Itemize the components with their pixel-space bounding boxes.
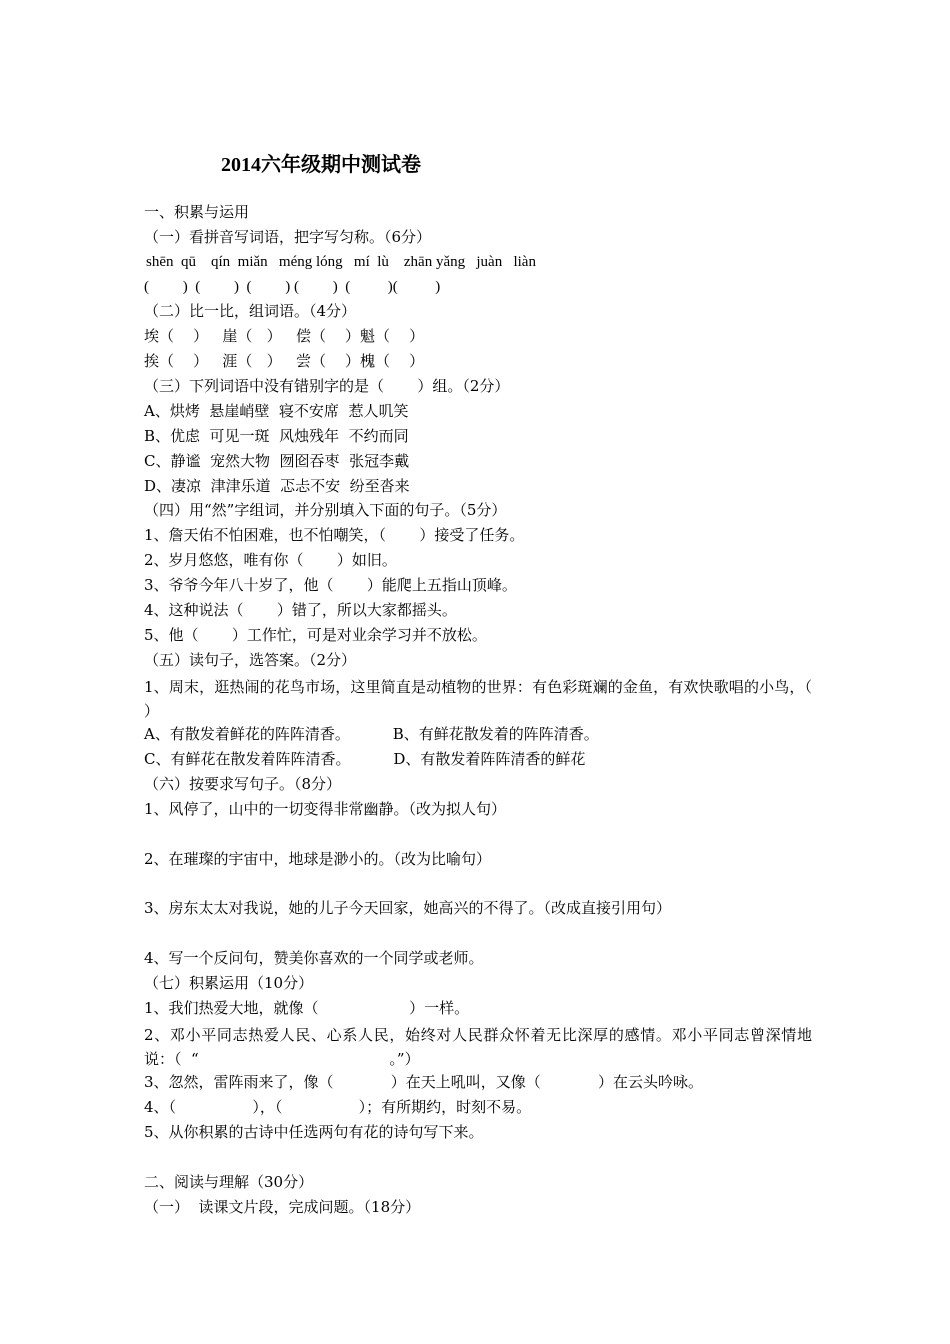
q6-heading: （六）按要求写句子。（8分） [144,775,342,793]
section-1-heading: 一、积累与运用 [144,203,250,221]
q1-blanks: ( ) ( ) ( ) ( ) ( )( ) [144,279,441,295]
q6-item-2: 2、在璀璨的宇宙中，地球是渺小的。（改为比喻句） [144,850,492,868]
reading-q1-heading: （一） 读课文片段，完成问题。（18分） [144,1198,421,1216]
q5-options-ab: A、有散发着鲜花的阵阵清香。 B、有鲜花散发着的阵阵清香。 [144,725,599,743]
q6-item-3: 3、房东太太对我说，她的儿子今天回家，她高兴的不得了。（改成直接引用句） [144,899,672,917]
q1-pinyin: shēn qū qín miǎn méng lóng mí lù zhān yǎng juàn liàn [146,254,536,270]
q4-item-5: 5、他（ ）工作忙，可是对业余学习并不放松。 [144,626,487,644]
page-title: 2014六年级期中测试卷 [221,154,421,176]
q5-options-cd: C、有鲜花在散发着阵阵清香。 D、有散发着阵阵清香的鲜花 [144,750,586,768]
q6-item-4: 4、写一个反问句，赞美你喜欢的一个同学或老师。 [144,949,484,967]
q5-heading: （五）读句子，选答案。（2分） [144,651,357,669]
q4-item-3: 3、爷爷今年八十岁了，他（ ）能爬上五指山顶峰。 [144,576,517,594]
q2-row-1: 埃（ ） 崖（ ） 偿（ ）魁（ ） [144,327,425,345]
q7-item-4: 4、（ ），（ ）；有所期约，时刻不易。 [144,1098,532,1116]
q7-heading: （七）积累运用（10分） [144,974,314,992]
q3-option-b: B、优虑 可见一斑 风烛残年 不约而同 [144,427,409,445]
q7-item-3: 3、忽然，雷阵雨来了，像（ ）在天上吼叫，又像（ ）在云头吟咏。 [144,1073,703,1091]
q3-option-c: C、静谧 宠然大物 囫囵吞枣 张冠李戴 [144,452,410,470]
q3-option-d: D、凄凉 津津乐道 忑忐不安 纷至沓来 [144,477,410,495]
q6-item-1: 1、风停了，山中的一切变得非常幽静。（改为拟人句） [144,800,507,818]
q5-item-1: 1、周末，逛热闹的花鸟市场，这里简直是动植物的世界：有色彩斑斓的金鱼，有欢快歌唱的小鸟，（ ） [144,678,836,720]
q4-item-4: 4、这种说法（ ）错了，所以大家都摇头。 [144,601,457,619]
q7-item-1: 1、我们热爱大地，就像（ ）一样。 [144,999,470,1017]
q7-item-2: 2、邓小平同志热爱人民、心系人民，始终对人民群众怀着无比深厚的感情。邓小平同志曾深情地说：（ “ 。”） [144,1026,812,1068]
q3-heading: （三）下列词语中没有错别字的是（ ）组。（2分） [144,377,510,395]
q3-option-a: A、烘烤 悬崖峭壁 寝不安席 惹人叽笑 [144,402,409,420]
section-2-heading: 二、阅读与理解（30分） [144,1173,314,1191]
q7-item-5: 5、从你积累的古诗中任选两句有花的诗句写下来。 [144,1123,484,1141]
q1-heading: （一）看拼音写词语，把字写匀称。（6分） [144,228,432,246]
q4-heading: （四）用“然”字组词，并分别填入下面的句子。（5分） [144,501,507,519]
q4-item-2: 2、岁月悠悠，唯有你（ ）如旧。 [144,551,397,569]
q2-heading: （二）比一比，组词语。（4分） [144,302,357,320]
q4-item-1: 1、詹天佑不怕困难，也不怕嘲笑，（ ）接受了任务。 [144,526,525,544]
q2-row-2: 挨（ ） 涯（ ） 尝（ ）槐（ ） [144,352,425,370]
